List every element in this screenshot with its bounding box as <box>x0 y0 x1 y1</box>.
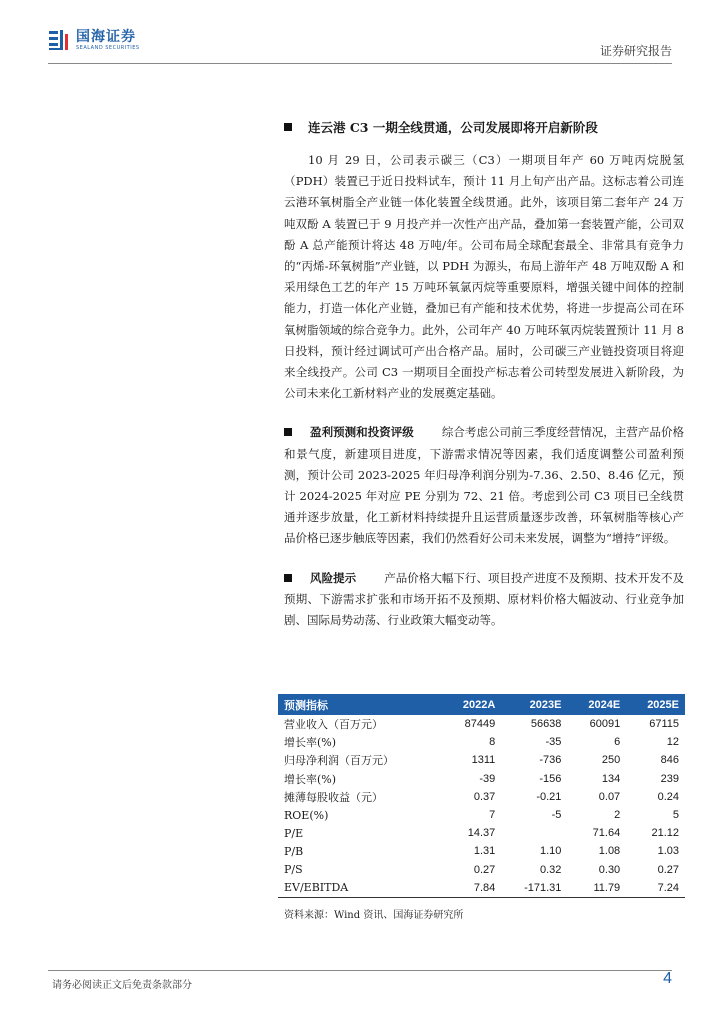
section-body: 产品价格大幅下行、项目投产进度不及预期、技术开发不及预期、下游需求扩张和市场开拓不及预期、原材料价格大幅波动、行业竞争加剧、国际局势动荡、行业政策大幅变动等。 <box>284 570 685 628</box>
section-body: 10 月 29 日，公司表示碳三（C3）一期项目年产 60 万吨丙烷脱氢（PDH）装置已于近日投料试车，预计 11 月上旬产出产品。这标志着公司连云港环氧树脂全产业链一体化装置全线贯通。此外，该项目第二套年产 24 万吨双酚 A 装置已于 9 月投产并一次性产出产品，叠加第一套装置产能，公司双酚 A 总产能预计将达 48 万吨/年。公司布局全球配套最全、非常具有竞争力的“丙烯-环氧树脂”产业链，以 PDH 为源头，布局上游年产 48 万吨双酚 A 和采用绿色工艺的年产 15 万吨环氧氯丙烷等重要原料，增强关键中间体的控制能力，打造一体化产业链，叠加已有产能和技术优势，将进一步提高公司在环氧树脂领域的综合竞争力。此外，公司年产 40 万吨环氧丙烷装置预计 11 月 8 日投料，预计经过调试可产出合格产品。届时，公司碳三产业链投资项目将迎来全线投产。公司 C3 一期项目全面投产标志着公司转型发展进入新阶段，为公司未来化工新材料产业的发展奠定基础。 <box>284 153 684 401</box>
table-cell: 0.30 <box>598 863 621 876</box>
table-cell: 7.84 <box>442 879 502 898</box>
table-header-cell: 2024E <box>567 694 626 715</box>
table-cell: 0.24 <box>657 790 679 803</box>
table-cell: 1.10 <box>540 845 562 858</box>
table-cell: 1.03 <box>657 845 679 858</box>
page-number: 4 <box>663 970 672 987</box>
table-cell: 87449 <box>464 718 496 731</box>
table-cell: 134 <box>601 772 621 785</box>
company-logo <box>48 28 140 52</box>
table-cell: 60091 <box>589 718 621 731</box>
table-row <box>278 751 685 769</box>
table-row <box>278 715 685 733</box>
table-cell: 归母净利润（百万元） <box>284 754 394 768</box>
square-bullet-icon <box>284 428 292 436</box>
logo-subtitle: SEALAND SECURITIES <box>76 44 140 51</box>
table-cell: -5 <box>551 809 562 822</box>
table-cell: 8 <box>489 736 496 749</box>
section-c3-project <box>284 118 684 404</box>
table-cell: P/S <box>284 863 303 877</box>
section-risk-para <box>284 568 684 632</box>
header-divider <box>48 63 672 64</box>
table-row <box>278 861 685 879</box>
table-row <box>278 788 685 806</box>
table-cell: 1.31 <box>473 845 496 858</box>
section-title-text: 盈利预测和投资评级 <box>310 425 414 440</box>
table-cell: 21.12 <box>651 827 679 840</box>
forecast-table <box>278 694 685 898</box>
table-cell: 0.32 <box>540 863 562 876</box>
square-bullet-icon <box>284 574 292 582</box>
table-row <box>278 733 685 751</box>
footer-disclaimer: 请务必阅读正文后免责条款部分 <box>52 980 192 991</box>
table-cell: P/E <box>284 826 304 840</box>
table-cell: 14.37 <box>467 827 496 840</box>
table-cell: 1.08 <box>598 845 621 858</box>
section-title-text: 风险提示 <box>310 570 357 585</box>
section-title-text: 连云港 C3 一期全线贯通，公司发展即将开启新阶段 <box>308 120 598 135</box>
table-cell: 7 <box>489 809 496 822</box>
table-cell: 846 <box>660 754 679 767</box>
report-type-label: 证券研究报告 <box>599 44 672 58</box>
main-content <box>284 118 684 631</box>
table-source-note: 资料来源：Wind 资讯、国海证券研究所 <box>284 910 464 921</box>
table-cell: 67115 <box>649 718 679 731</box>
table-cell <box>501 824 567 842</box>
section-body: 综合考虑公司前三季度经营情况，主营产品价格和景气度，新建项目进度，下游需求情况等因素，我们适度调整公司盈利预测，预计公司 2023-2025 年归母净利润分别为-7.36、2.50、8.46 亿元，预计 2024-2025 年对应 PE 分别为 72、21 倍。考虑到公司 C3 项目已全线贯通并逐步放量，化工新材料持续提升且运营质量逐步改善，环氧树脂等核心产品价格已逐步触底等因素，我们仍然看好公司未来发展，调整为“增持”评级。 <box>284 425 685 546</box>
table-cell: -156 <box>539 772 562 785</box>
table-cell: 11.79 <box>567 879 626 898</box>
table-cell: -171.31 <box>501 879 567 898</box>
page-header <box>0 0 724 70</box>
table-cell: 摊薄每股收益（元） <box>284 790 383 804</box>
table-cell: -35 <box>545 736 562 749</box>
logo-name: 国海证券 <box>76 28 136 45</box>
table-cell: 增长率(%) <box>284 772 337 786</box>
table-cell: -736 <box>539 754 562 767</box>
logo-mark-icon <box>48 28 72 52</box>
table-row <box>278 842 685 860</box>
section-rating <box>284 422 684 549</box>
table-row <box>278 824 685 842</box>
section-risk <box>284 568 684 632</box>
table-cell: EV/EBITDA <box>278 879 442 898</box>
table-cell: 56638 <box>530 718 562 731</box>
table-cell: P/B <box>284 844 304 858</box>
table-cell: 250 <box>601 754 621 767</box>
table-cell: 5 <box>672 809 679 822</box>
table-cell: -0.21 <box>536 790 562 803</box>
table-cell: 2 <box>614 809 621 822</box>
table-header-cell: 2025E <box>626 694 685 715</box>
table-cell: 营业收入（百万元） <box>284 718 383 732</box>
table-cell: 0.07 <box>598 790 621 803</box>
square-bullet-icon <box>284 123 292 131</box>
table-cell: -39 <box>479 772 496 785</box>
footer-divider <box>48 970 672 971</box>
table-cell: 12 <box>666 736 679 749</box>
table-cell: 71.64 <box>592 827 621 840</box>
section-title <box>284 118 684 136</box>
table-header-row <box>278 694 685 715</box>
table-row <box>278 879 685 898</box>
table-header-cell: 预测指标 <box>278 694 442 715</box>
table-cell: 增长率(%) <box>284 736 337 750</box>
table-cell: 0.37 <box>473 790 496 803</box>
table-cell: ROE(%) <box>284 808 329 822</box>
table-cell: 6 <box>614 736 621 749</box>
table-cell: 7.24 <box>626 879 685 898</box>
table-cell: 0.27 <box>473 863 496 876</box>
table-cell: 239 <box>660 772 679 785</box>
table-cell: 1311 <box>471 754 496 767</box>
table-header-cell: 2023E <box>501 694 567 715</box>
table-row <box>278 806 685 824</box>
section-rating-para <box>284 422 684 549</box>
table-header-cell: 2022A <box>442 694 502 715</box>
table-row <box>278 770 685 788</box>
table-cell: 0.27 <box>657 863 679 876</box>
